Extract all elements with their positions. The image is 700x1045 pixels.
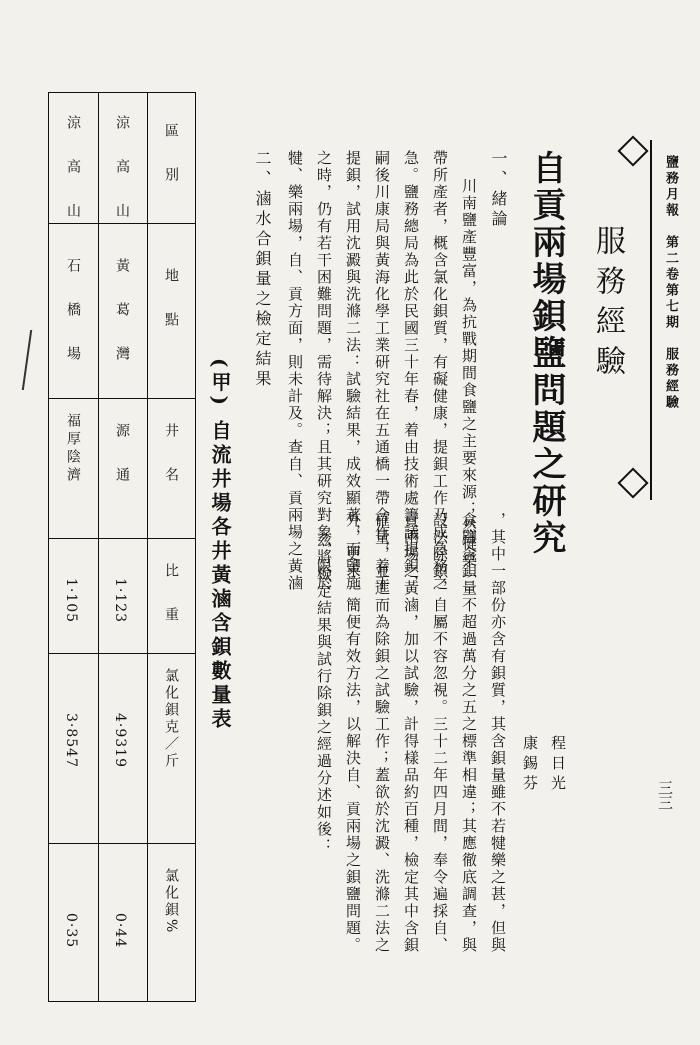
- col-divider-2: [49, 398, 195, 399]
- body-column-1: ，其中一部份亦含有鋇質，其含鋇量雖不若犍樂之甚，但與: [489, 512, 507, 954]
- body-column-2: 食鹽含鋇量不超過萬分之五之標準相違；其應徹底調查，與: [460, 512, 478, 954]
- ornament-top: [617, 135, 648, 166]
- cell-r1-bacl2-pct: 0·35: [63, 913, 79, 949]
- cell-r2-region: 涼 高 山: [114, 115, 130, 225]
- s1-column-4: 嗣後川康局與黃海化學工業研究社在五通橋一帶合作，着手: [373, 150, 391, 592]
- s1-column-1: 川南鹽產豐富，為抗戰期間食鹽之主要來源；然犍樂一: [460, 178, 478, 586]
- cell-r2-bacl2-pct: 0·44: [112, 913, 128, 949]
- s1-column-6: 之時，仍有若干困難問題，需待解決；且其研究對象，限於: [315, 150, 333, 592]
- barium-content-table: [48, 92, 196, 1002]
- running-head: 鹽務月報 第二卷第七期 服務經驗: [663, 155, 678, 411]
- s1-column-3: 急。鹽務總局為此於民國三十年春，着由技術處籌議提鋇，: [402, 150, 420, 592]
- cell-r2-location: 黃 葛 灣: [114, 258, 130, 368]
- header-rule: [650, 140, 652, 500]
- author-2: 康錫芬: [521, 735, 539, 795]
- cell-r1-region: 涼 高 山: [65, 115, 81, 225]
- s1-column-7: 犍、樂兩場，自、貢方面，則未計及。查自、貢兩場之黃滷: [286, 150, 304, 592]
- body-column-5: 確量，並進而為除鋇之試驗工作；蓋欲於沈澱、洗滌二法之: [373, 512, 391, 954]
- s1-column-5: 提鋇，試用沈澱與洗滌二法：試驗結果，成效顯著，而鹽施: [344, 150, 362, 592]
- cell-r1-location: 石 橋 場: [65, 258, 81, 368]
- cell-r1-bacl2-jin: 3·8547: [63, 713, 79, 768]
- cell-r2-well: 源 通: [114, 423, 130, 489]
- th-bacl2-percent: 氯化鋇%: [163, 868, 179, 936]
- th-specific-gravity: 比 重: [163, 563, 179, 629]
- body-column-4: 貢兩場之黃滷，加以試驗，計得樣品約百種，檢定其中含鋇: [402, 512, 420, 954]
- s1-column-2: 帶所產者，概含氯化鋇質，有礙健康，提鋇工作乃成急務之: [431, 150, 449, 592]
- binding-mark: [22, 330, 50, 390]
- body-column-6: 外，更求一簡便有效方法，以解決自、貢兩場之鋇鹽問題。: [344, 512, 362, 954]
- body-column-3: 設法除鋇，自屬不容忽視。三十二年四月間，奉令遍採自、: [431, 512, 449, 954]
- table-title: (甲) 自流井場各井黃滷含鋇數量表: [208, 358, 232, 732]
- page-number: 三三: [656, 780, 674, 810]
- cell-r1-well: 福厚陰濟: [65, 413, 81, 485]
- author-1: 程日光: [549, 735, 567, 795]
- section-2-heading: 二、滷水合鋇量之檢定結果: [253, 150, 272, 390]
- cell-r2-bacl2-jin: 4·9319: [112, 713, 128, 768]
- th-location: 地 點: [163, 268, 179, 334]
- table-header-divider: [147, 93, 148, 1001]
- col-divider-3: [49, 538, 195, 539]
- th-bacl2-per-jin: 氯化鋇克／斤: [163, 668, 179, 770]
- ornament-bottom: [617, 467, 648, 498]
- table-row-divider: [98, 93, 99, 1001]
- th-region: 區 別: [163, 123, 179, 189]
- section-heading: 服務經驗: [590, 225, 625, 385]
- col-divider-5: [49, 843, 195, 844]
- col-divider-4: [49, 653, 195, 654]
- section-1-heading: 一、緒論: [489, 150, 508, 230]
- cell-r2-gravity: 1·123: [112, 578, 128, 624]
- article-title: 自貢兩場鋇鹽問題之研究: [526, 150, 566, 557]
- body-column-7: 茲將檢定結果與試行除鋇之經過分述如後：: [315, 532, 333, 855]
- cell-r1-gravity: 1·105: [63, 578, 79, 624]
- th-well-name: 井 名: [163, 423, 179, 489]
